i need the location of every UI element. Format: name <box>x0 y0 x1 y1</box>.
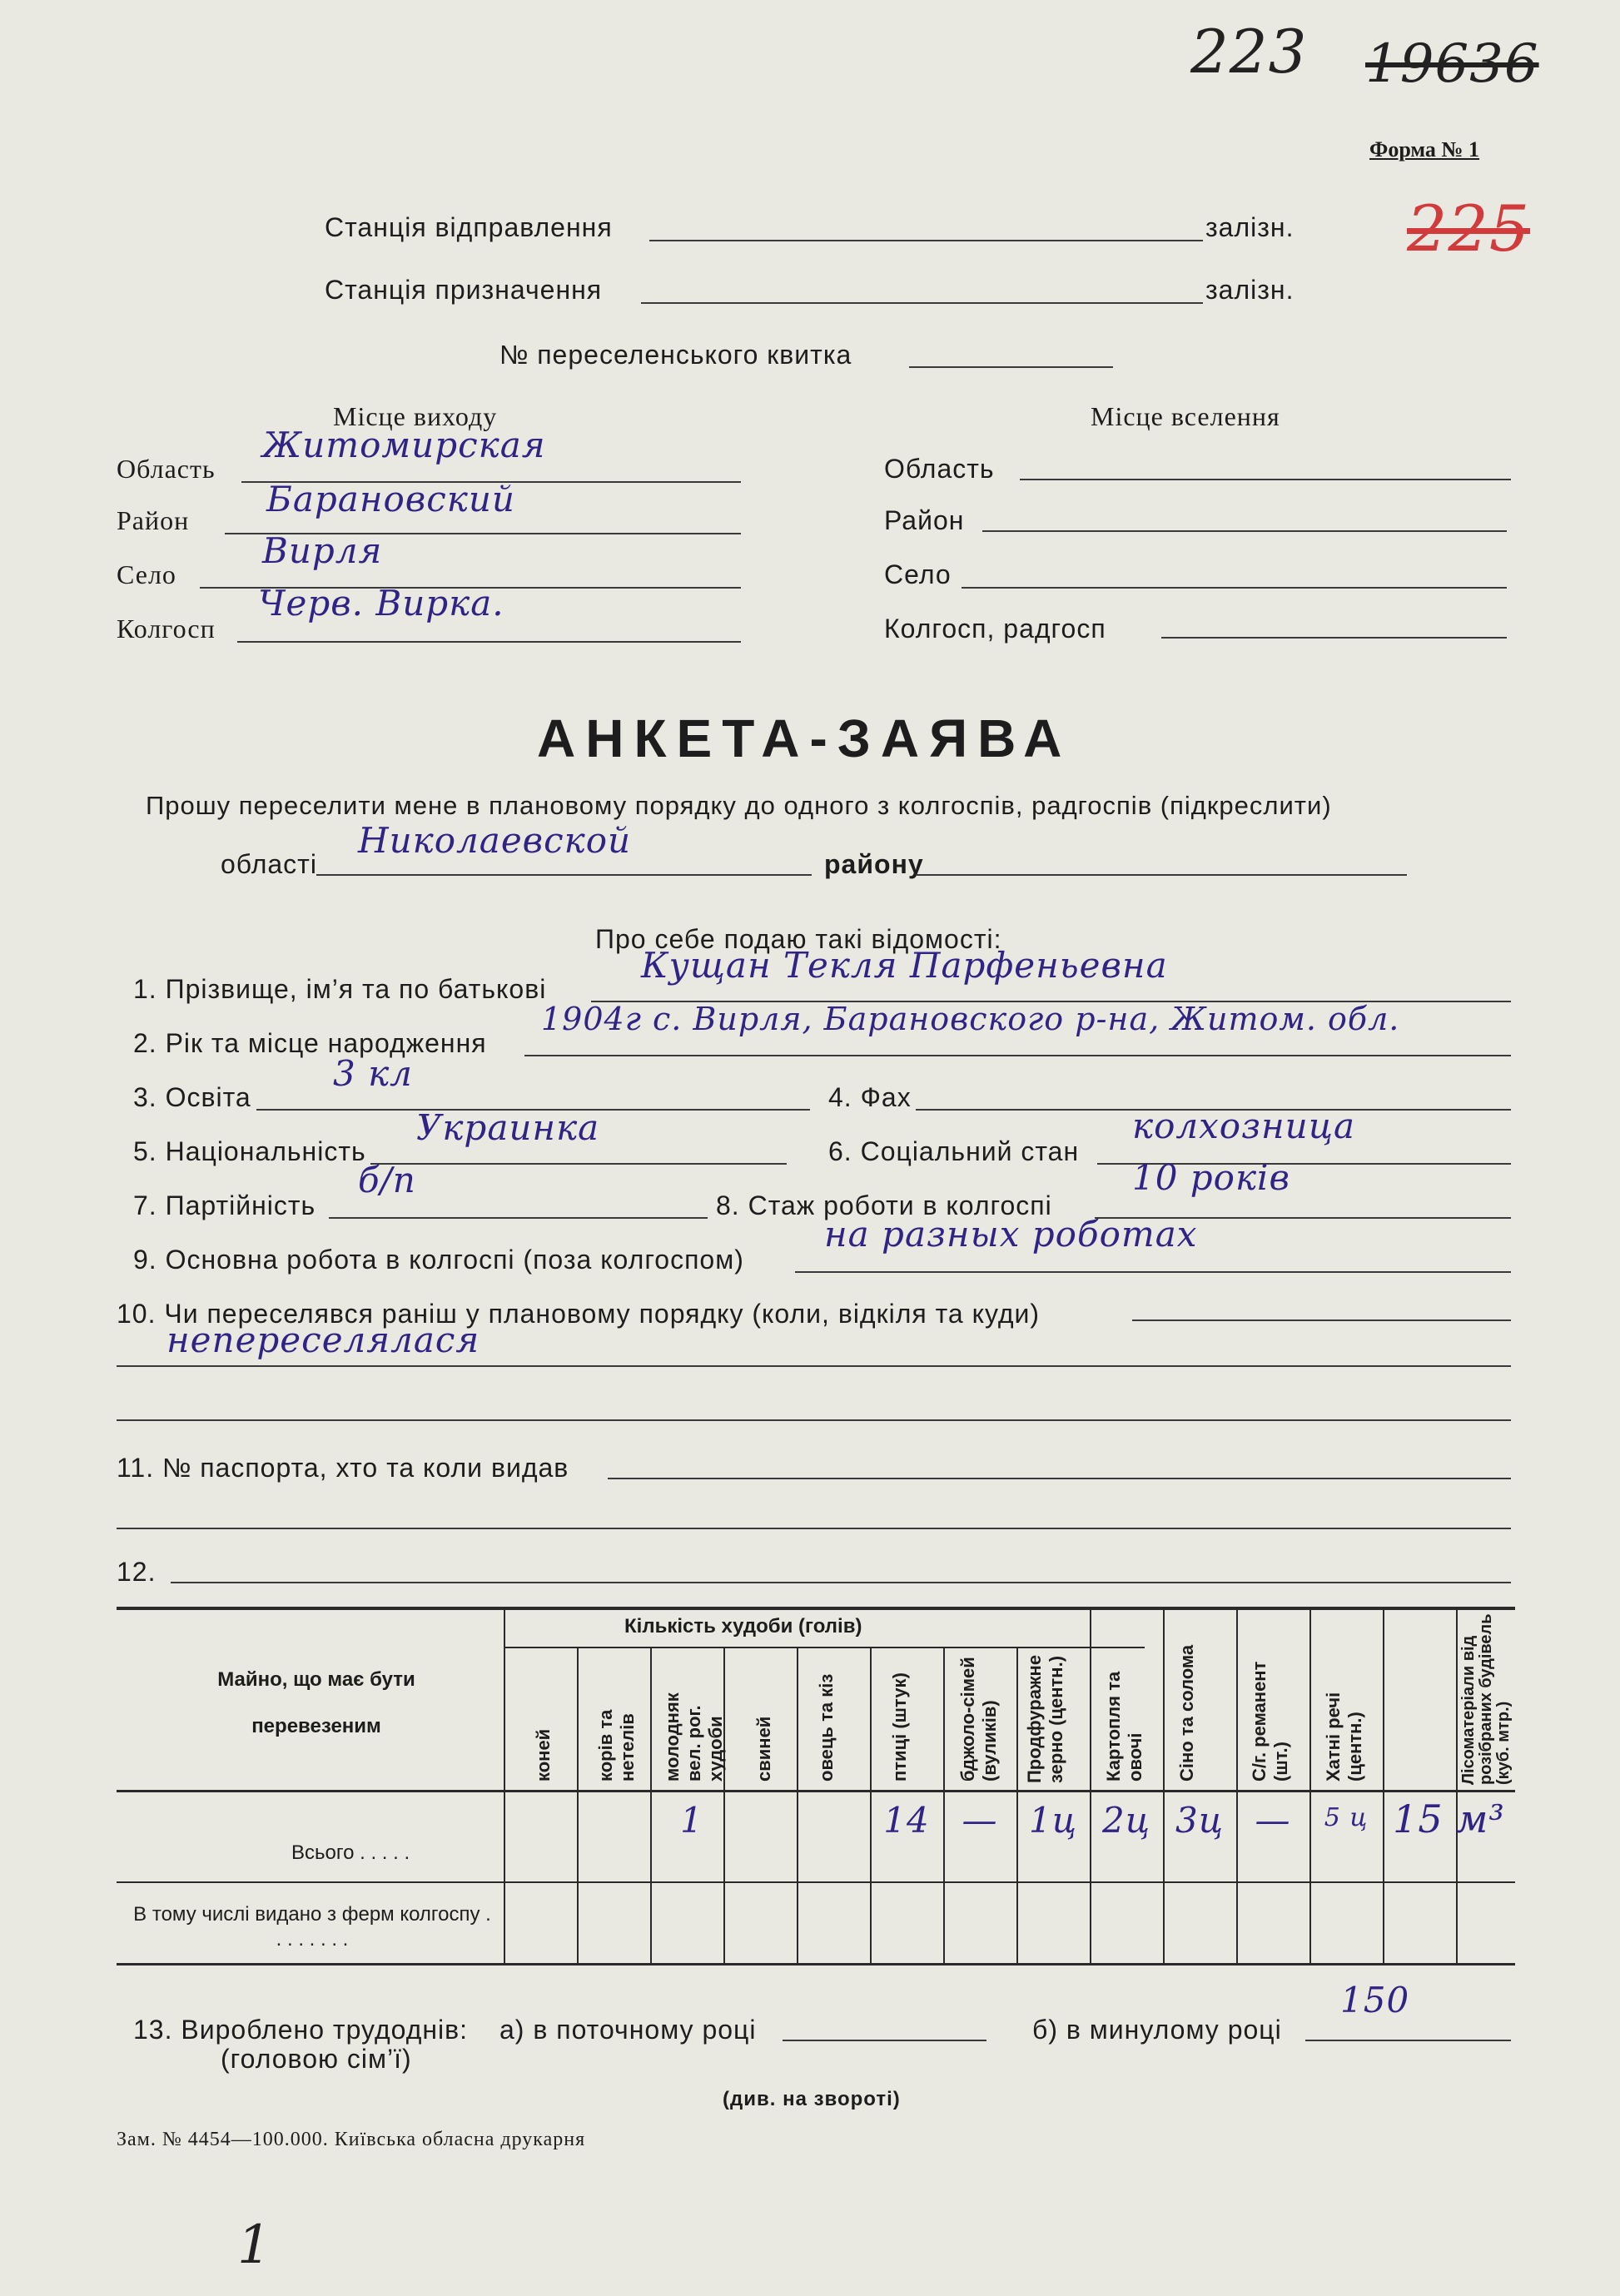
form-title: АНКЕТА-ЗАЯВА <box>537 708 1072 768</box>
origin-region-value: Житомирская <box>262 425 546 465</box>
row-kolkhoz-label: В тому числі видано з ферм колгоспу . . . . . . . . <box>133 1903 491 1951</box>
request-text: Прошу переселити мене в плановому порядку до одного з колгоспів, радгоспів (підкреслити) <box>146 791 1332 820</box>
destination-heading: Місце вселення <box>1091 401 1280 431</box>
q10-line-1[interactable] <box>1132 1319 1511 1321</box>
q13-b-value: 150 <box>1340 1980 1410 2020</box>
col-header-10: С/г. реманент (шт.) <box>1249 1661 1291 1782</box>
origin-district-value: Барановский <box>266 479 515 519</box>
livestock-header: Кількість худоби (голів) <box>624 1615 862 1638</box>
q13-a-label: а) в поточному році <box>499 2015 757 2045</box>
q11-line-1[interactable] <box>608 1478 1511 1479</box>
cell-total-12: 15 м³ <box>1393 1797 1505 1841</box>
q2-label: 2. Рік та місце народження <box>133 1028 487 1058</box>
origin-kolkhoz-label: Колгосп <box>117 614 216 644</box>
q2-value: 1904г с. Вирля, Барановского р-на, Житом. обл. <box>541 1001 1400 1037</box>
dest-region-line[interactable] <box>1020 479 1511 480</box>
origin-heading: Місце виходу <box>333 401 498 431</box>
q13-label: 13. Вироблено трудоднів: <box>133 2015 469 2045</box>
q10-value: непереселялася <box>166 1319 480 1360</box>
station-arrival-rail: залізн. <box>1205 275 1295 305</box>
region-value: Николаевской <box>358 820 632 861</box>
cell-total-11: 5 ц <box>1324 1803 1369 1832</box>
col-header-0: коней <box>533 1728 554 1782</box>
cell-total-5: 14 <box>883 1800 930 1841</box>
q7-label: 7. Партійність <box>133 1190 316 1220</box>
ticket-number-label: № переселенського квитка <box>499 340 852 370</box>
q3-label: 3. Освіта <box>133 1082 251 1112</box>
q11-line-2[interactable] <box>117 1528 1511 1529</box>
origin-village-value: Вирля <box>262 530 383 571</box>
station-departure-label: Станція відправлення <box>325 212 613 242</box>
property-table <box>117 1607 1515 1965</box>
page-mark: 1 <box>237 2214 272 2276</box>
info-heading: Про себе подаю такі відомості: <box>595 924 1002 954</box>
archive-number-struck: 19636 <box>1365 33 1539 95</box>
q2-line[interactable] <box>524 1055 1511 1056</box>
q1-label: 1. Прізвище, ім’я та по батькові <box>133 974 547 1004</box>
q4-label: 4. Фах <box>828 1082 912 1112</box>
row-total-label: Всього . . . . . <box>291 1841 410 1864</box>
origin-region-label: Область <box>117 454 216 484</box>
archive-number: 223 <box>1190 17 1308 87</box>
col-header-9: Сіно та солома <box>1176 1644 1197 1782</box>
q13-sub: (головою сім’ї) <box>221 2044 412 2074</box>
property-header: Майно, що має бути перевезеним <box>217 1668 415 1737</box>
region-line[interactable] <box>316 874 812 876</box>
q5-value: Украинка <box>416 1107 600 1148</box>
cell-total-2: 1 <box>680 1800 703 1841</box>
region-label: області <box>221 849 317 879</box>
q1-value: Кущан Текля Парфеньевна <box>641 945 1168 986</box>
q13-b-line[interactable] <box>1305 2040 1511 2041</box>
dest-kolkhoz-label: Колгосп, радгосп <box>884 614 1106 644</box>
dest-village-label: Село <box>884 559 952 589</box>
q10-label: 10. Чи переселявся раніш у плановому порядку (коли, відкіля та куди) <box>117 1299 1041 1329</box>
station-arrival-label: Станція призначення <box>325 275 603 305</box>
district-label: району <box>824 849 924 879</box>
col-header-8: Картопля та овочі <box>1103 1671 1145 1782</box>
q8-value: 10 років <box>1132 1157 1290 1198</box>
q12-line[interactable] <box>171 1582 1511 1583</box>
cell-total-8: 2ц <box>1101 1800 1151 1841</box>
q9-label: 9. Основна робота в колгоспі (поза колгоспом) <box>133 1245 744 1275</box>
q13-b-label: б) в минулому році <box>1032 2015 1282 2045</box>
dest-village-line[interactable] <box>962 587 1507 589</box>
origin-district-label: Район <box>117 505 190 535</box>
cell-total-7: 1ц <box>1028 1800 1078 1841</box>
col-header-6: бджоло-сімей (вуликів) <box>957 1657 1000 1782</box>
q11-label: 11. № паспорта, хто та коли видав <box>117 1453 569 1483</box>
q10-line-3[interactable] <box>117 1419 1511 1421</box>
q7-line[interactable] <box>329 1217 708 1219</box>
q9-value: на разных роботах <box>824 1214 1198 1255</box>
q8-label: 8. Стаж роботи в колгоспі <box>716 1190 1052 1220</box>
q5-line[interactable] <box>370 1163 787 1165</box>
dest-district-label: Район <box>884 505 965 535</box>
q3-value: 3 кл <box>333 1053 413 1094</box>
origin-village-label: Село <box>117 559 176 589</box>
q6-label: 6. Соціальний стан <box>828 1136 1080 1166</box>
origin-kolkhoz-line[interactable] <box>237 641 741 643</box>
form-number: Форма № 1 <box>1369 137 1480 162</box>
q9-line[interactable] <box>795 1271 1511 1273</box>
origin-kolkhoz-value: Черв. Вирка. <box>258 583 504 624</box>
district-line[interactable] <box>916 874 1407 876</box>
dest-district-line[interactable] <box>982 530 1507 532</box>
col-header-12: Лісоматеріали від розібраних будівель (куб. мтр.) <box>1459 1613 1513 1785</box>
q7-value: б/п <box>358 1160 416 1200</box>
col-header-4: овець та кіз <box>816 1673 837 1782</box>
col-header-11: Хатні речі (центн.) <box>1323 1692 1365 1782</box>
col-header-7: Продфуражне зерно (центн.) <box>1024 1654 1066 1783</box>
station-departure-rail: залізн. <box>1205 212 1295 242</box>
q10-line-2[interactable] <box>117 1365 1511 1367</box>
q6-value: колхозница <box>1132 1106 1356 1146</box>
col-header-1: корів та нетелів <box>595 1709 638 1782</box>
dest-region-label: Область <box>884 454 995 484</box>
printer-note: Зам. № 4454—100.000. Київська обласна друкарня <box>117 2129 586 2150</box>
dest-kolkhoz-line[interactable] <box>1161 637 1507 639</box>
cell-total-9: 3ц <box>1175 1800 1225 1841</box>
q5-label: 5. Національність <box>133 1136 366 1166</box>
q12-label: 12. <box>117 1557 157 1587</box>
red-number-mark: 225 <box>1407 191 1531 266</box>
cell-total-10: — <box>1255 1800 1291 1841</box>
col-header-2: молодняк вел. рог. худоби <box>662 1692 726 1782</box>
station-arrival-line[interactable] <box>641 302 1203 304</box>
q13-a-line[interactable] <box>783 2040 986 2041</box>
station-departure-line[interactable] <box>649 240 1203 241</box>
col-header-3: свиней <box>753 1716 774 1782</box>
cell-total-6: — <box>962 1800 998 1841</box>
col-header-5: птиці (штук) <box>889 1672 910 1782</box>
ticket-number-line[interactable] <box>909 366 1113 368</box>
see-back-note: (див. на звороті) <box>723 2088 901 2110</box>
